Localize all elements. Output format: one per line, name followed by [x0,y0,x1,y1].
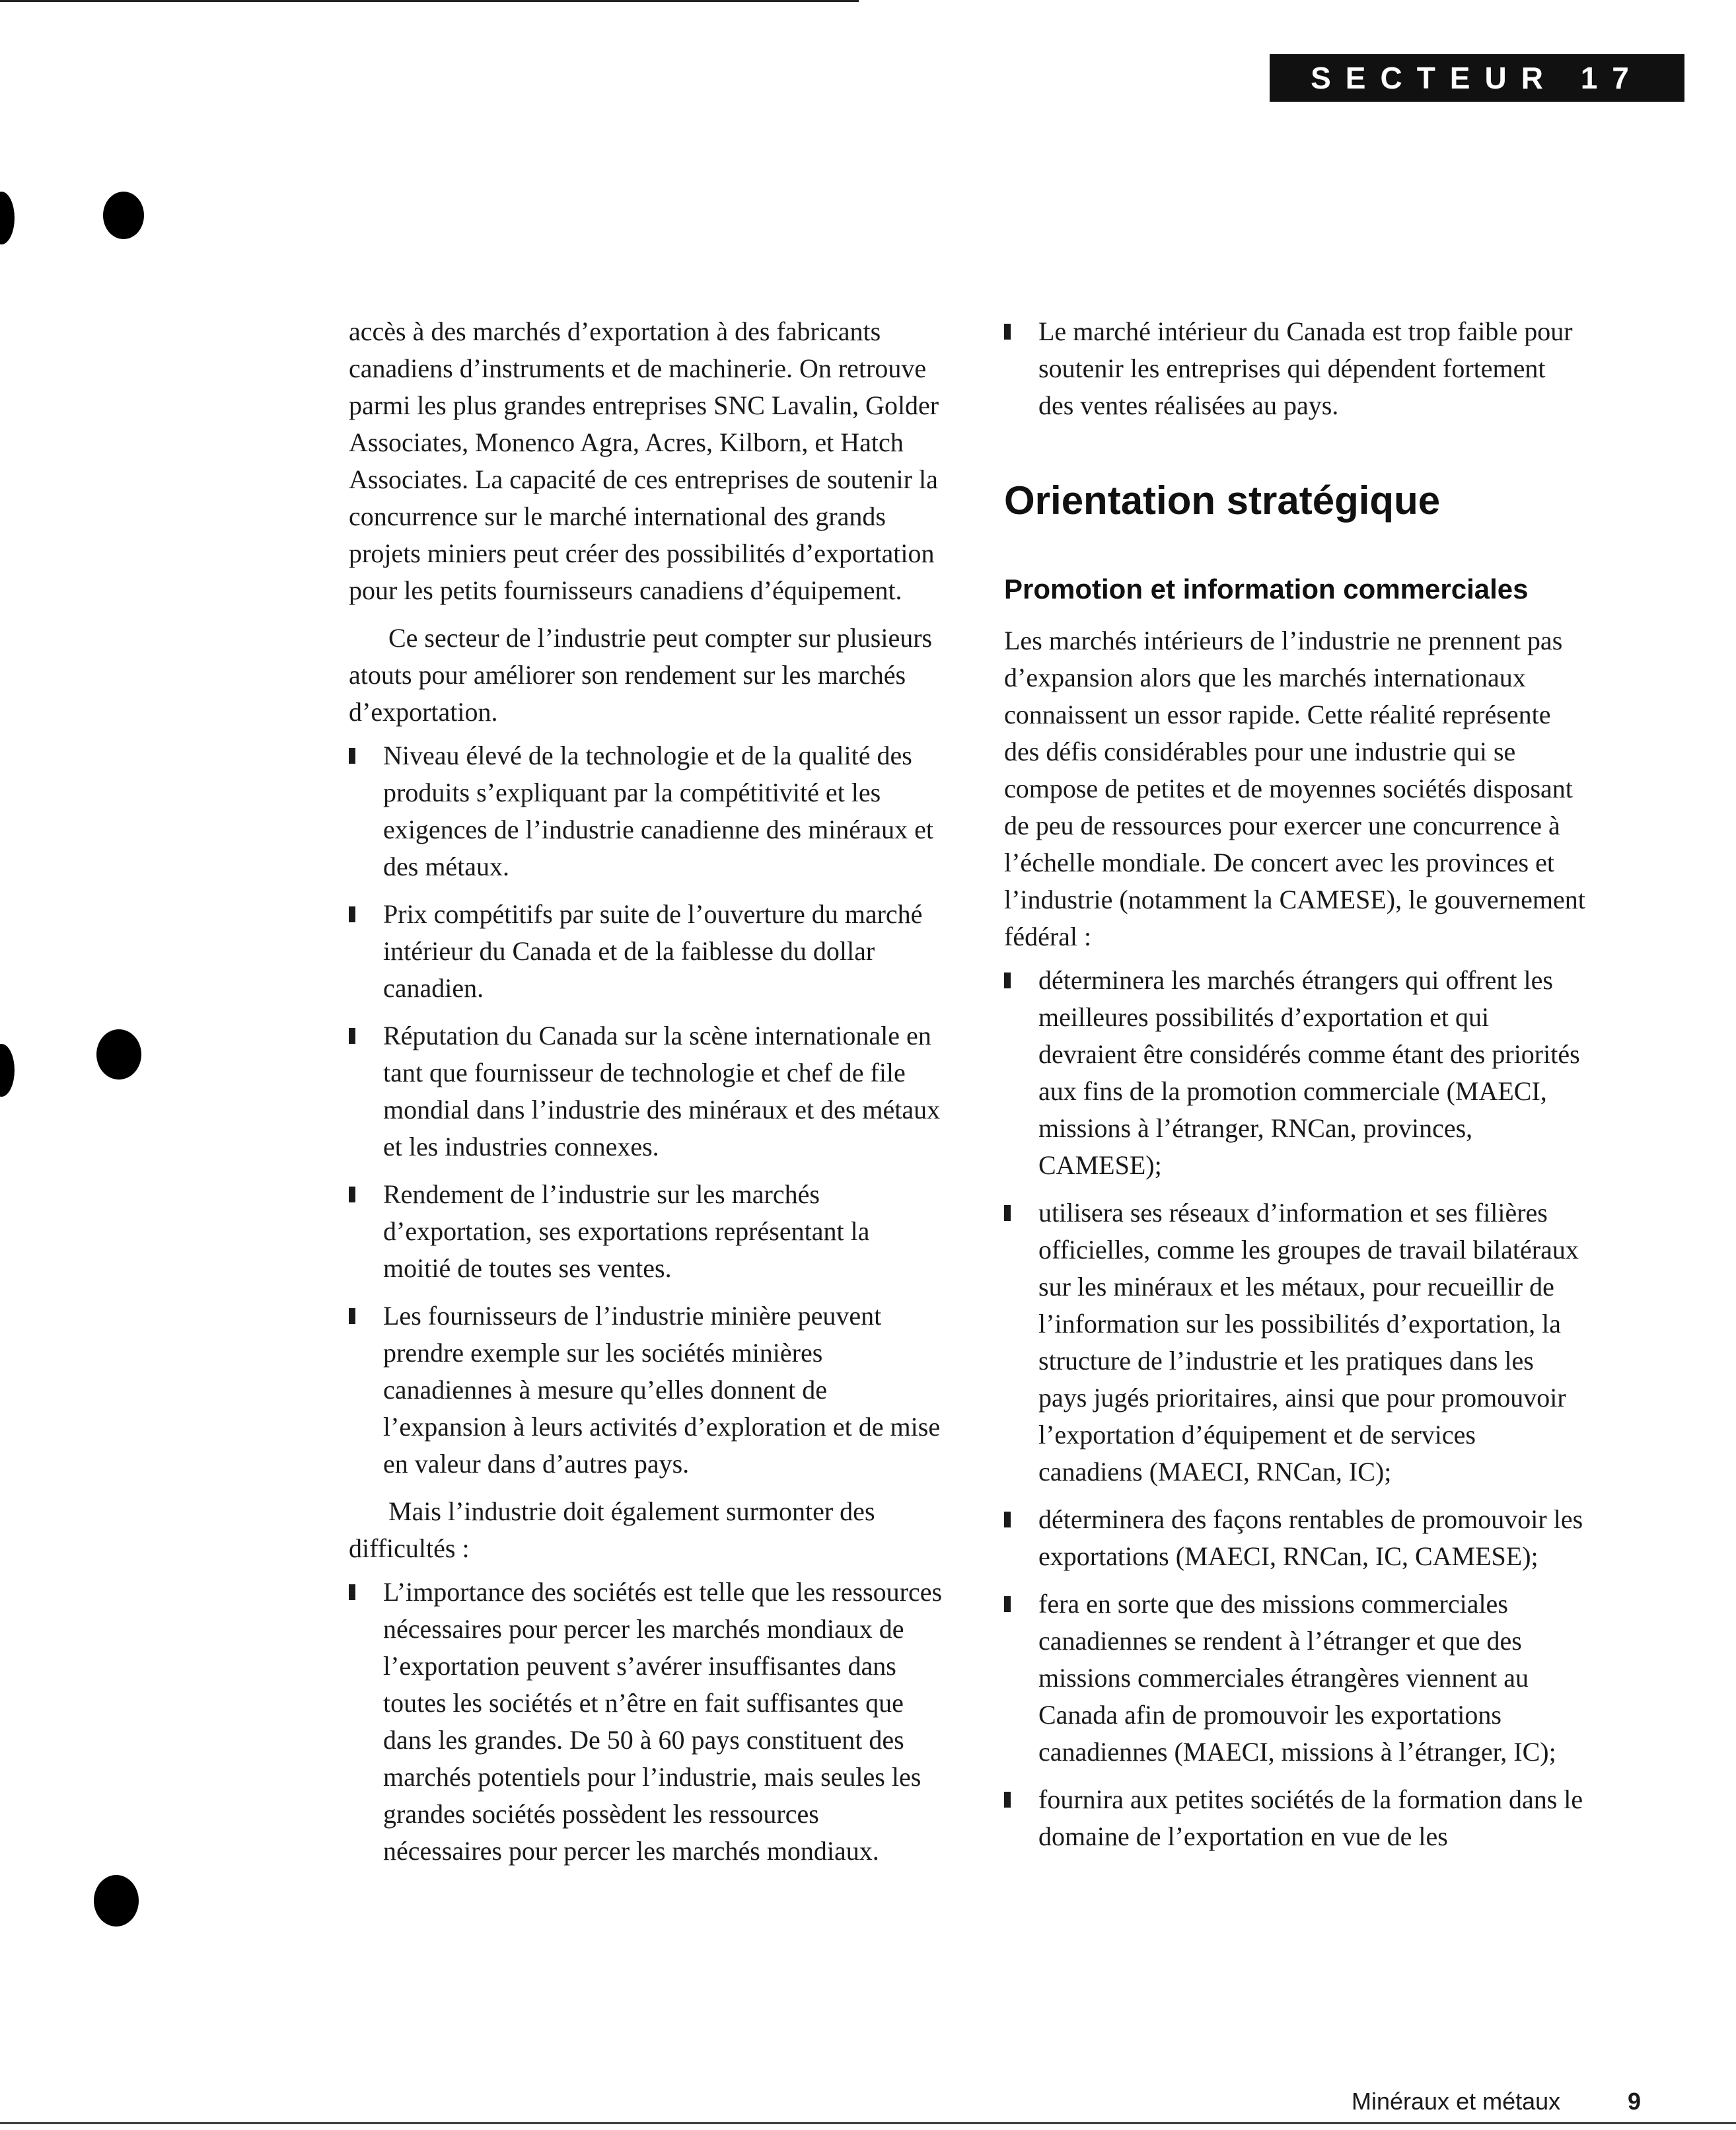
page-number: 9 [1628,2088,1642,2115]
punch-hole-middle [96,1029,141,1080]
list-item: Niveau élevé de la technologie et de la qualité des produits s’expliquant par la compétitivité et les exigences de l’industrie canadienne des minéraux et des métaux. [349,737,943,885]
list-item: déterminera des façons rentables de promouvoir les exportations (MAECI, RNCan, IC, CAMESE); [1004,1501,1585,1575]
bullet-icon [1004,1512,1011,1527]
list-item: Le marché intérieur du Canada est trop faible pour soutenir les entreprises qui dépendent fortement des ventes réalisées au pays. [1004,313,1585,424]
bullet-icon [349,1308,355,1324]
bullet-icon [349,748,355,764]
bullet-icon [349,1584,355,1600]
punch-hole-top [103,192,144,239]
intro-paragraph: accès à des marchés d’exportation à des fabricants canadiens d’instruments et de machinerie. On retrouve parmi les plus grandes entreprises SNC Lavalin, Golder Associates, Monenco Agra, Acres, Kilborn, et Hatch Associates. La capacité de ces entreprises de soutenir la concurrence sur le marché international des grands projets miniers peut créer des possibilités d’exportation pour les petits fournisseurs canadiens d’équipement. [349,316,939,605]
edge-mark-middle [0,1044,15,1097]
list-item: déterminera les marchés étrangers qui offrent les meilleures possibilités d’exportation et qui devraient être considérés comme étant des priorités aux fins de la promotion commerciale (MAECI, missions à l’étranger, RNCan, provinces, CAMESE); [1004,962,1585,1184]
bullet-icon [1004,1792,1011,1808]
strengths-list [349,737,943,1483]
right-column [1004,313,1585,1866]
bullet-icon [349,906,355,922]
list-item: Rendement de l’industrie sur les marchés d’exportation, ses exportations représentant la moitié de toutes ses ventes. [349,1176,943,1287]
edge-mark-top [0,192,15,244]
subsection-heading: Promotion et information commerciales [1004,573,1529,605]
left-column [349,313,943,1880]
body-paragraph: Les marchés intérieurs de l’industrie ne prennent pas d’expansion alors que les marchés internationaux connaissent un essor rapide. Cette réalité représente des défis considérables pour une industrie qui se compose de petites et de moyennes sociétés disposant de peu de ressources pour exercer une concurrence à l’échelle mondiale. De concert avec les provinces et l’industrie (notamment la CAMESE), le gouvernement fédéral : [1004,626,1585,951]
footer-title: Minéraux et métaux [1352,2088,1561,2115]
section-heading: Orientation stratégique [1004,478,1441,523]
bullet-icon [1004,973,1011,988]
strengths-intro: Ce secteur de l’industrie peut compter sur plusieurs atouts pour améliorer son rendement sur les marchés d’exportation. [349,623,933,727]
list-item: fournira aux petites sociétés de la formation dans le domaine de l’exportation en vue de les [1004,1781,1585,1855]
list-item: Les fournisseurs de l’industrie minière peuvent prendre exemple sur les sociétés minières canadiennes à mesure qu’elles donnent de l’expansion à leurs activités d’exploration et de mise en valeur dans d’autres pays. [349,1298,943,1483]
list-item: utilisera ses réseaux d’information et ses filières officielles, comme les groupes de travail bilatéraux sur les minéraux et les métaux, pour recueillir de l’information sur les possibilités d’exportation, la structure de l’industrie et les pratiques dans les pays jugés prioritaires, ainsi que pour promouvoir l’exportation d’équipement et de services canadiens (MAECI, RNCan, IC); [1004,1194,1585,1490]
top-rule [0,0,859,2]
list-item: fera en sorte que des missions commerciales canadiennes se rendent à l’étranger et que des missions commerciales étrangères viennent au Canada afin de promouvoir les exportations canadiennes (MAECI, missions à l’étranger, IC); [1004,1586,1585,1771]
bullet-icon [1004,1205,1011,1221]
punch-hole-bottom [94,1875,139,1927]
challenges-list-continued [1004,313,1585,424]
list-item: Prix compétitifs par suite de l’ouverture du marché intérieur du Canada et de la faiblesse du dollar canadien. [349,896,943,1007]
bullet-icon [1004,1596,1011,1612]
challenges-intro: Mais l’industrie doit également surmonter des difficultés : [349,1496,875,1563]
list-item: L’importance des sociétés est telle que les ressources nécessaires pour percer les marchés mondiaux de l’exportation peuvent s’avérer insuffisantes dans toutes les sociétés et n’être en fait suffisantes que dans les grandes. De 50 à 60 pays constituent des marchés potentiels pour l’industrie, mais seules les grandes sociétés possèdent les ressources nécessaires pour percer les marchés mondiaux. [349,1574,943,1870]
challenges-list [349,1574,943,1870]
list-item: Réputation du Canada sur la scène internationale en tant que fournisseur de technologie et chef de file mondial dans l’industrie des minéraux et des métaux et les industries connexes. [349,1017,943,1165]
section-badge: SECTEUR 17 [1270,54,1684,102]
actions-list [1004,962,1585,1855]
bullet-icon [349,1028,355,1044]
bottom-rule [0,2122,1736,2124]
bullet-icon [1004,324,1011,340]
bullet-icon [349,1187,355,1202]
